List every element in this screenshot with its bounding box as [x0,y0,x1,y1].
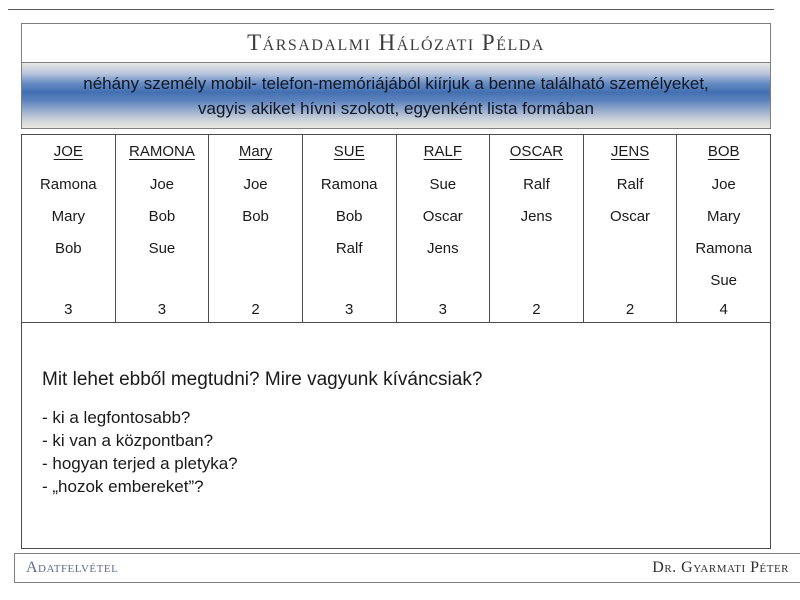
table-column-header: JOE [53,143,83,160]
table-cell-name: Oscar [610,207,651,225]
table-column [584,135,678,322]
table-cell-count: 3 [345,300,354,318]
table-cell-name: Oscar [422,207,463,225]
table-column-header: OSCAR [509,143,564,160]
table-cell-name: Ralf [523,175,550,193]
question-item: - ki van a központban? [42,431,214,450]
table-cell-name: Sue [710,271,738,289]
table-cell-name: Ralf [335,239,363,257]
question-item: - hogyan terjed a pletyka? [42,454,238,473]
table-cell-name [490,264,583,296]
description-banner [21,62,771,129]
table-cell-name: Mary [707,207,741,225]
table-cell-count: 3 [438,300,447,318]
slide-title: Társadalmi Hálózati Példa [247,30,545,55]
slide-footer [14,553,800,583]
table-cell-name: Joe [711,175,736,193]
table-cell-name: Ralf [616,175,644,193]
table-cell-name [209,232,302,264]
questions-intro: Mit lehet ebből megtudni? Mire vagyunk kíváncsiak? [42,369,483,390]
table-cell-name: Ramona [695,239,753,257]
table-column-header: RALF [423,143,462,160]
table-column [303,135,397,322]
table-cell-name: Jens [520,207,553,225]
question-item: - ki a legfontosabb? [42,408,191,427]
table-cell-name: Mary [51,207,85,225]
banner-line-2: vagyis akiket hívni szokott, egyenként lista formában [198,98,594,118]
table-cell-name: Bob [148,207,176,225]
table-column [209,135,303,322]
table-cell-name [584,232,677,264]
contacts-table [22,135,770,323]
table-cell-name [397,264,490,296]
question-item: - „hozok embereket”? [42,477,204,496]
table-column-header: SUE [333,143,365,160]
table-cell-name: Jens [426,239,459,257]
question-list [42,406,750,498]
table-cell-name [209,264,302,296]
table-column [677,135,770,322]
table-cell-name [490,232,583,264]
table-cell-name [22,264,115,296]
table-cell-count: 3 [64,300,73,318]
table-cell-name [584,264,677,296]
table-cell-count: 4 [719,300,728,318]
table-column [490,135,584,322]
table-cell-name: Joe [243,175,268,193]
footer-author: Dr. Gyarmati Péter [652,559,789,576]
table-cell-name: Sue [429,175,457,193]
banner-line-1: néhány személy mobil- telefon-memóriájából kiírjuk a benne található személyeket, [83,73,709,93]
footer-section-label: Adatfelvétel [26,559,119,576]
questions-section [22,323,770,498]
table-column-header: Mary [238,143,273,160]
table-cell-count: 2 [532,300,541,318]
table-column-header: BOB [707,143,740,160]
table-cell-name [116,264,209,296]
table-cell-name: Sue [148,239,176,257]
table-cell-name: Ramona [39,175,97,193]
table-cell-count: 3 [157,300,167,318]
top-divider [8,9,774,10]
table-cell-name: Joe [149,175,175,193]
table-cell-name: Bob [242,207,269,225]
table-column-header: RAMONA [129,143,195,160]
table-cell-count: 2 [625,300,635,318]
table-cell-name [303,264,396,296]
table-cell-name: Ramona [320,175,378,193]
slide-title-box [21,23,771,63]
table-column-header: JENS [610,143,650,160]
content-box [21,134,771,549]
table-cell-name: Bob [54,239,82,257]
table-cell-count: 2 [251,300,260,318]
table-column [397,135,491,322]
table-cell-name: Bob [335,207,363,225]
table-column [22,135,116,322]
table-column [116,135,210,322]
